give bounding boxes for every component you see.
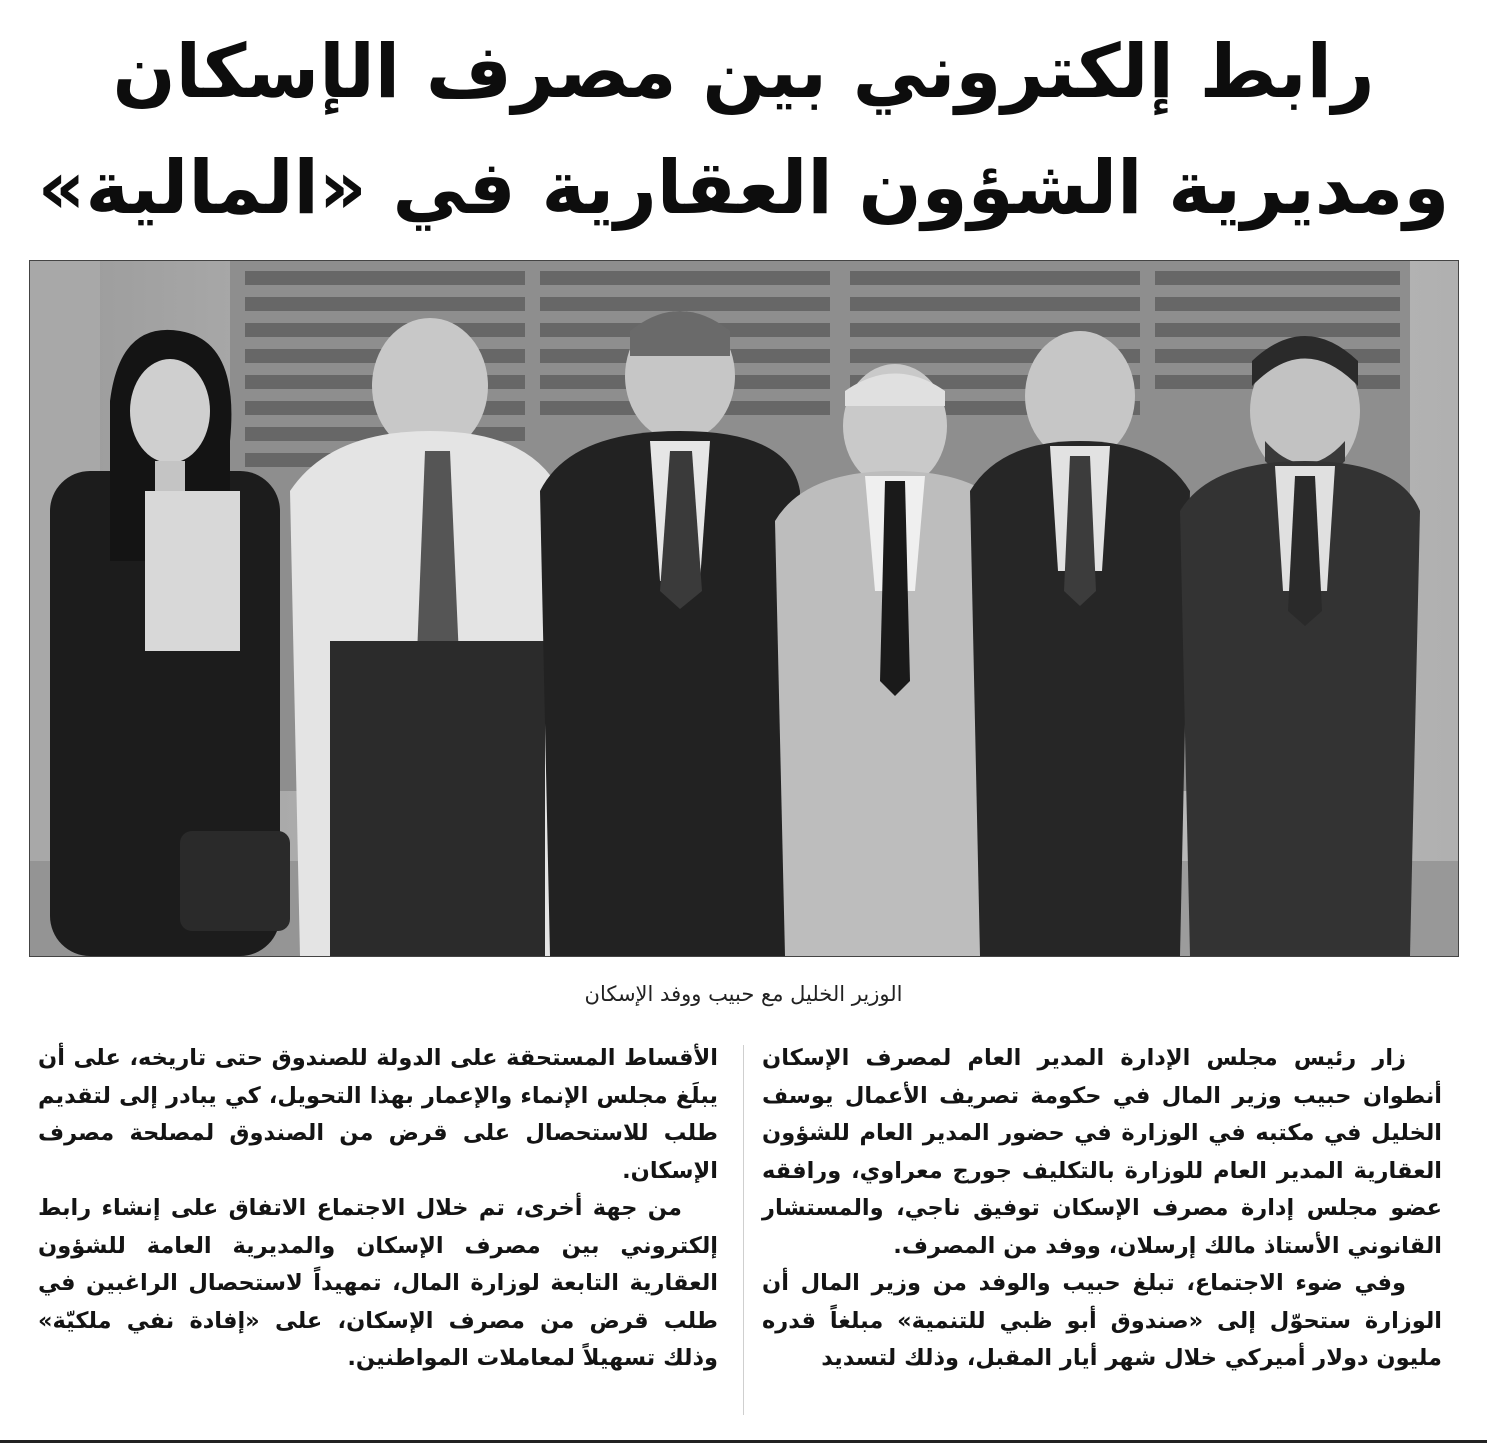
headline-line-2: ومديرية الشؤون العقارية في «المالية» [37, 145, 1450, 231]
headline-line-1: رابط إلكتروني بين مصرف الإسكان [112, 29, 1375, 115]
article-paragraph: زار رئيس مجلس الإدارة المدير العام لمصرف الإسكان أنطوان حبيب وزير المال في حكومة تصريف الأعمال يوسف الخليل في مكتبه في الوزارة في حضور المدير العام للشؤون العقارية المدير العام للوزارة بالتكليف جورج معراوي، ورافقه عضو مجلس إدارة مصرف الإسكان توفيق ناجي، والمستشار القانوني الأستاذ مالك إرسلان، ووفد من المصرف. [762, 1045, 1442, 1259]
article-column-left [38, 1040, 718, 1378]
news-photo [29, 260, 1459, 957]
photo-caption: الوزير الخليل مع حبيب ووفد الإسكان [584, 982, 903, 1006]
article-paragraph: الأقساط المستحقة على الدولة للصندوق حتى تاريخه، على أن يبلَغ مجلس الإنماء والإعمار بهذا التحويل، كي يبادر إلى لتقديم طلب للاستحصال على قرض من الصندوق لمصلحة مصرف الإسكان. [38, 1045, 718, 1184]
article-paragraph: وفي ضوء الاجتماع، تبلغ حبيب والوفد من وزير المال أن الوزارة ستحوّل إلى «صندوق أبو ظبي للتنمية» مبلغاً قدره مليون دولار أميركي خلال شهر أيار المقبل، وذلك لتسديد [762, 1270, 1442, 1371]
column-divider [743, 1045, 744, 1415]
article-column-right [762, 1040, 1442, 1378]
group-photo-icon [30, 261, 1458, 956]
article-paragraph: من جهة أخرى، تم خلال الاجتماع الاتفاق على إنشاء رابط إلكتروني بين مصرف الإسكان والمديرية العامة للشؤون العقارية التابعة لوزارة المال، تمهيداً لاستحصال الراغبين في طلب قرض من مصرف الإسكان، على «إفادة نفي ملكيّة» وذلك تسهيلاً لمعاملات المواطنين. [38, 1195, 718, 1371]
bottom-rule [0, 1440, 1487, 1443]
